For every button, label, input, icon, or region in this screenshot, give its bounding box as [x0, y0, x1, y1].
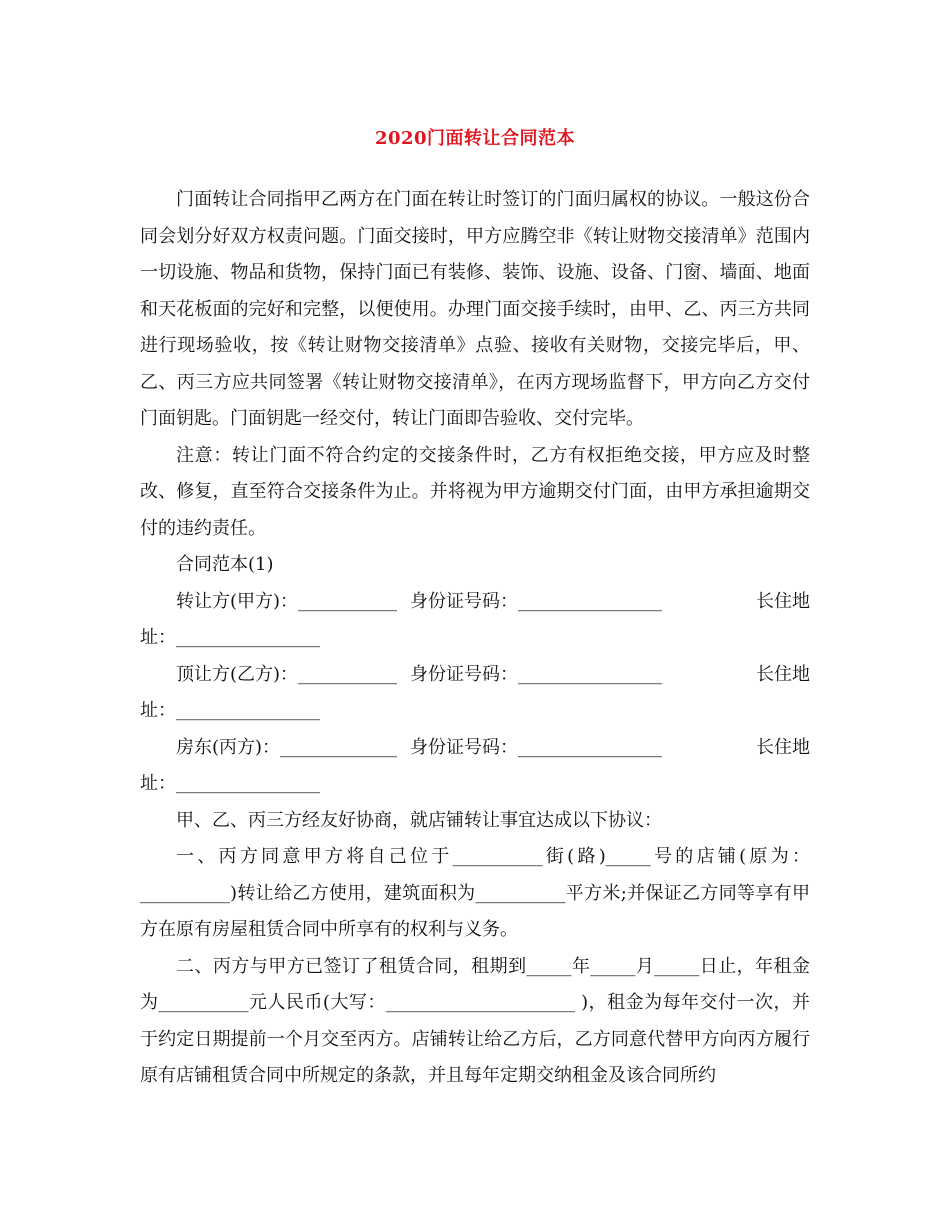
- party-role: 顶让方(乙方)：___________: [176, 663, 398, 685]
- party-transferor: [140, 584, 810, 657]
- agreement-intro: 甲、乙、丙三方经友好协商，就店铺转让事宜达成以下协议：: [176, 809, 662, 831]
- clause-1: 一、丙方同意甲方将自己位于__________街(路)_____号的店铺(原为：__________)转让给乙方使用，建筑面积为__________平方米;并保证乙方同等享有甲方在原有房屋租赁合同中所享有的权利与义务。: [140, 846, 810, 940]
- document-body: [140, 182, 810, 1095]
- document-title: 2020门面转让合同范本: [374, 128, 576, 149]
- party-address-label: 长住地: [756, 590, 810, 612]
- party-role: 房东(丙方)：_____________: [176, 736, 398, 758]
- party-address-blank: 址：________________: [140, 627, 320, 648]
- party-address-label: 长住地: [756, 736, 810, 758]
- party-address-label: 长住地: [756, 663, 810, 685]
- party-transferee: [140, 657, 810, 730]
- party-id-number: 身份证号码：________________: [410, 663, 662, 685]
- clause-2: 二、丙方与甲方已签订了租赁合同，租期到_____年_____月_____日止，年租金为__________元人民币(大写：_____________________ )，租金为每年交付一次，并于约定日期提前一个月交至丙方。店铺转让给乙方后，乙方同意代替甲方向丙方履行原有店铺租赁合同中所规定的条款，并且每年定期交纳租金及该合同所约: [140, 955, 810, 1086]
- note-paragraph: 注意：转让门面不符合约定的交接条件时，乙方有权拒绝交接，甲方应及时整改、修复，直至符合交接条件为止。并将视为甲方逾期交付门面，由甲方承担逾期交付的违约责任。: [140, 444, 810, 539]
- party-landlord: [140, 730, 810, 803]
- party-id-number: 身份证号码：________________: [410, 590, 662, 612]
- sample-heading: 合同范本(1): [176, 554, 274, 575]
- party-id-number: 身份证号码：________________: [410, 736, 662, 758]
- party-address-blank: 址：________________: [140, 700, 320, 721]
- party-address-blank: 址：________________: [140, 773, 320, 794]
- intro-paragraph: 门面转让合同指甲乙两方在门面在转让时签订的门面归属权的协议。一般这份合同会划分好双方权责问题。门面交接时，甲方应腾空非《转让财物交接清单》范围内一切设施、物品和货物，保持门面已有装修、装饰、设施、设备、门窗、墙面、地面和天花板面的完好和完整，以便使用。办理门面交接手续时，由甲、乙、丙三方共同进行现场验收，按《转让财物交接清单》点验、接收有关财物，交接完毕后，甲、乙、丙三方应共同签署《转让财物交接清单》，在丙方现场监督下，甲方向乙方交付门面钥匙。门面钥匙一经交付，转让门面即告验收、交付完毕。: [140, 189, 810, 429]
- party-role: 转让方(甲方)：___________: [176, 590, 398, 612]
